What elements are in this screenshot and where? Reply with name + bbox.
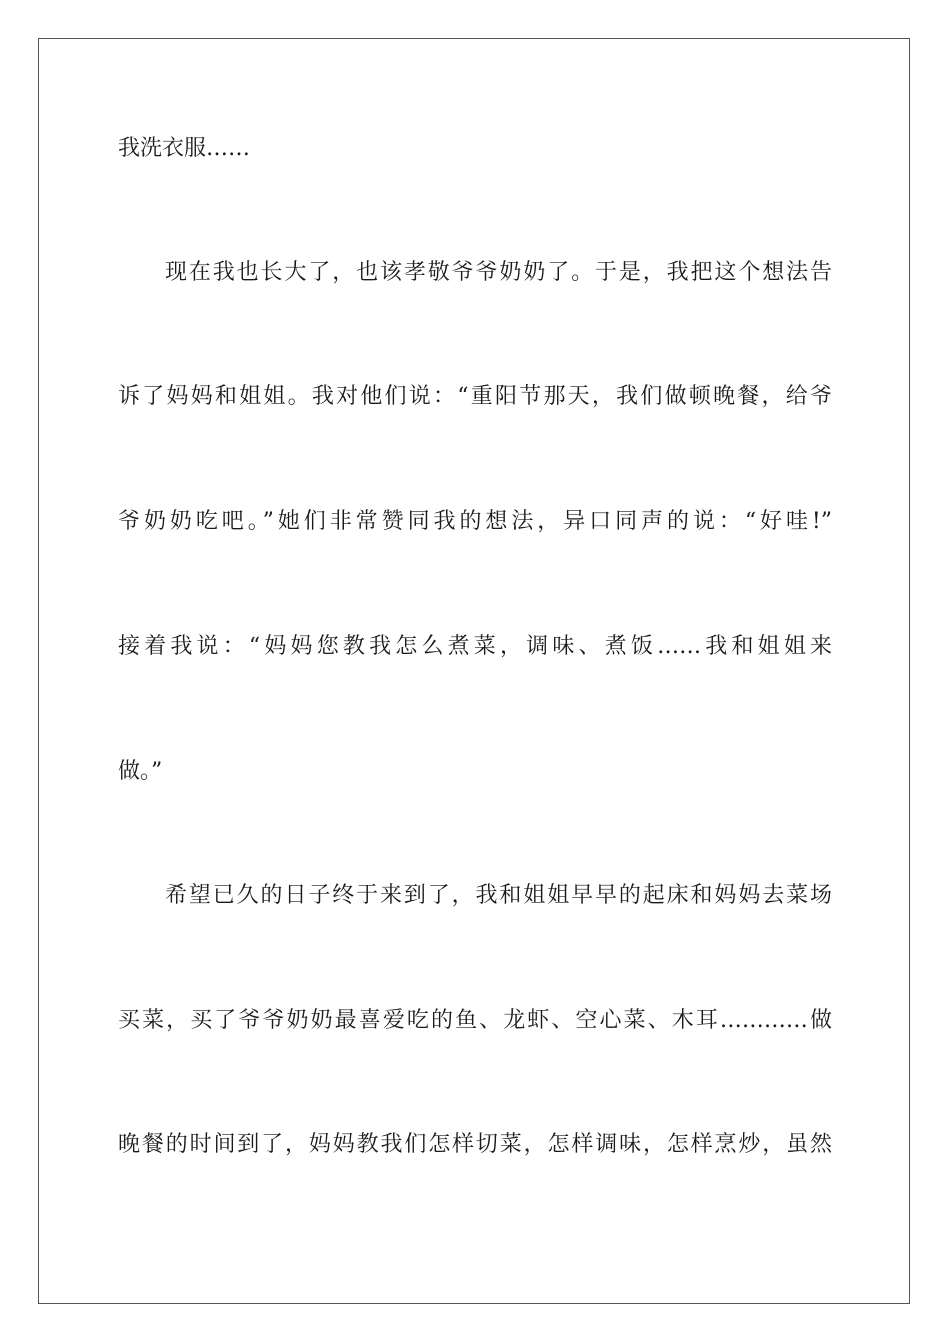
text-line-4: 爷奶奶吃吧。”她们非常赞同我的想法，异口同声的说：“好哇!” — [118, 509, 832, 534]
text-line-1: 我洗衣服…… — [118, 136, 251, 161]
text-line-3: 诉了妈妈和姐姐。我对他们说：“重阳节那天，我们做顿晚餐，给爷 — [118, 384, 832, 409]
text-line-9: 晚餐的时间到了，妈妈教我们怎样切菜，怎样调味，怎样烹炒，虽然 — [118, 1132, 832, 1157]
page-border — [38, 38, 910, 1304]
text-line-7: 希望已久的日子终于来到了，我和姐姐早早的起床和妈妈去菜场 — [165, 883, 832, 908]
text-line-5: 接着我说：“妈妈您教我怎么煮菜，调味、煮饭……我和姐姐来 — [118, 634, 832, 659]
text-line-8: 买菜，买了爷爷奶奶最喜爱吃的鱼、龙虾、空心菜、木耳…………做 — [118, 1008, 832, 1033]
text-line-6: 做。” — [118, 759, 163, 784]
text-line-2: 现在我也长大了，也该孝敬爷爷奶奶了。于是，我把这个想法告 — [165, 260, 832, 285]
